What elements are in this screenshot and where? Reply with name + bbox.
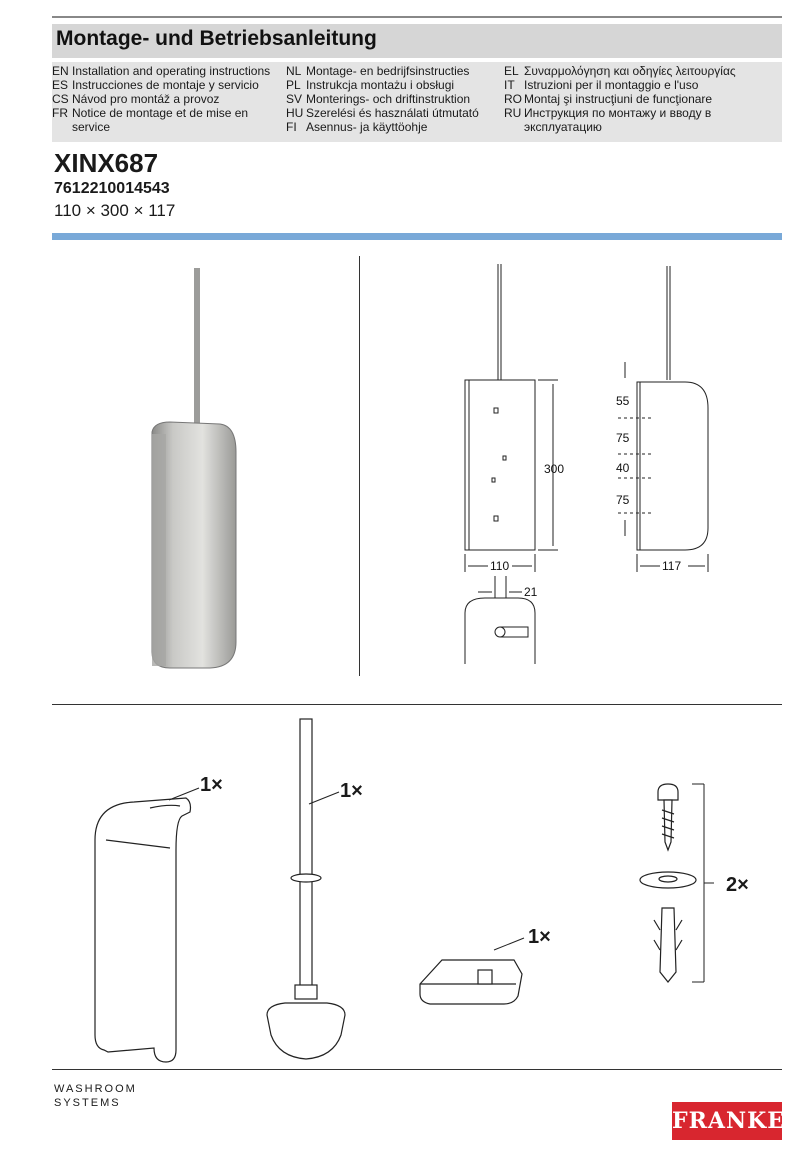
language-item	[504, 106, 776, 134]
width-label: 110	[490, 559, 510, 573]
cover-quantity: 1×	[200, 774, 223, 796]
depth-label: 117	[662, 559, 682, 573]
brand-subtitle	[54, 1082, 137, 1110]
top-view	[465, 598, 535, 664]
language-column-3	[504, 64, 776, 134]
language-item	[504, 92, 776, 106]
horizontal-divider	[52, 704, 782, 705]
language-item	[504, 78, 776, 92]
language-code: RU	[504, 106, 522, 120]
language-text: Montaj şi instrucţiuni de funcţionare	[524, 92, 713, 106]
cover-leader	[165, 780, 205, 804]
language-text: Asennus- ja käyttöohje	[306, 120, 428, 134]
language-text: Istruzioni per il montaggio e l'uso	[524, 78, 699, 92]
language-text: Инструкция по монтажу и вводу в эксплуатацию	[524, 106, 712, 134]
language-code: ES	[52, 78, 69, 92]
spacing-label-1: 55	[616, 394, 630, 408]
holder-side-photo	[152, 434, 166, 666]
wall-plug	[660, 908, 676, 982]
spacing-label-2: 75	[616, 431, 630, 445]
spacing-label-4: 75	[616, 493, 630, 507]
language-column-1	[52, 64, 282, 134]
vertical-divider	[359, 256, 360, 676]
franke-logo: FRANKE	[672, 1102, 782, 1140]
language-code: NL	[286, 64, 302, 78]
part-brush	[255, 715, 365, 1065]
language-code: IT	[504, 78, 515, 92]
language-item	[52, 78, 282, 92]
fixings-quantity: 2×	[726, 874, 749, 896]
document-title: Montage- und Betriebsanleitung	[56, 27, 377, 50]
top-rule	[52, 16, 782, 18]
height-label: 300	[544, 462, 565, 476]
language-code: HU	[286, 106, 304, 120]
part-fixings	[626, 780, 716, 990]
language-column-2	[286, 64, 502, 134]
language-item	[52, 64, 282, 78]
language-item	[286, 92, 502, 106]
product-ean: 7612210014543	[54, 180, 170, 197]
side-view	[637, 382, 708, 550]
language-list	[52, 62, 782, 142]
language-code: CS	[52, 92, 69, 106]
language-item	[52, 106, 282, 134]
language-code: SV	[286, 92, 303, 106]
dimension-drawing	[440, 258, 730, 670]
language-item	[286, 78, 502, 92]
tray-leader	[490, 934, 530, 954]
language-code: RO	[504, 92, 522, 106]
language-code: FI	[286, 120, 297, 134]
offset-label: 21	[524, 585, 538, 599]
language-code: EN	[52, 64, 69, 78]
language-text: Συναρμολόγηση και οδηγίες λειτουργίας	[524, 64, 736, 78]
footer-rule	[52, 1069, 782, 1070]
language-item	[504, 64, 776, 78]
language-text: Instrucciones de montaje y servicio	[72, 78, 259, 92]
language-text: Montage- en bedrijfsinstructies	[306, 64, 470, 78]
language-text: Monterings- och driftinstruktion	[306, 92, 471, 106]
language-item	[52, 92, 282, 106]
spacing-label-3: 40	[616, 461, 630, 475]
brush-leader	[305, 788, 345, 808]
screw-head	[658, 784, 678, 800]
language-text: Installation and operating instructions	[72, 64, 271, 78]
brush-quantity: 1×	[340, 780, 363, 802]
document-reference	[0, 898, 1, 1010]
language-item	[286, 120, 502, 134]
product-photo	[140, 262, 240, 674]
part-tray	[412, 944, 527, 1014]
brand-line-1: WASHROOM	[54, 1083, 137, 1095]
brand-line-2: SYSTEMS	[54, 1097, 121, 1109]
language-code: PL	[286, 78, 301, 92]
brush-handle-photo	[194, 268, 200, 448]
language-text: Návod pro montáž a provoz	[72, 92, 220, 106]
part-cover	[90, 780, 200, 1065]
language-text: Notice de montage et de mise en service	[72, 106, 249, 134]
language-text: Szerelési és használati útmutató	[306, 106, 479, 120]
language-item	[286, 106, 502, 120]
front-view	[465, 380, 535, 550]
product-dimensions: 110 × 300 × 117	[54, 201, 176, 220]
accent-bar	[52, 233, 782, 240]
language-code: FR	[52, 106, 68, 120]
language-text: Instrukcja montażu i obsługi	[306, 78, 455, 92]
language-item	[286, 64, 502, 78]
screw-shank	[664, 800, 672, 850]
tray-quantity: 1×	[528, 926, 551, 948]
product-model: XINX687	[54, 148, 159, 178]
language-code: EL	[504, 64, 519, 78]
